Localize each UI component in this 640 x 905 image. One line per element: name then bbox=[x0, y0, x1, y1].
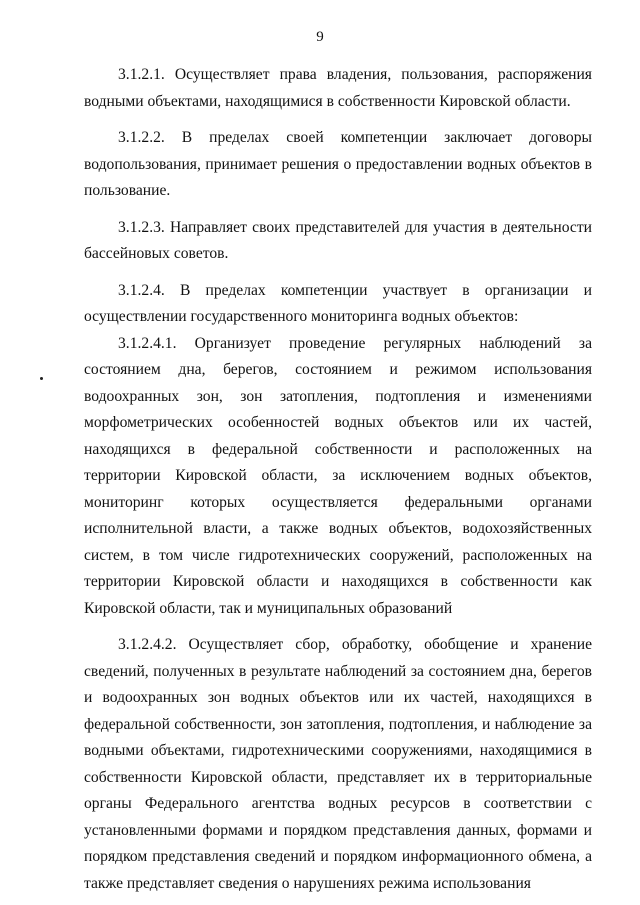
document-body bbox=[84, 62, 592, 897]
paragraph-3-1-2-3: 3.1.2.3. Направляет своих представителей для участия в деятельности бассейновых советов. bbox=[84, 218, 592, 262]
paragraph-3-1-2-4: 3.1.2.4. В пределах компетенции участвует в организации и осуществлении государственного мониторинга водных объектов: bbox=[84, 281, 592, 325]
scan-mark bbox=[40, 377, 43, 380]
paragraph-3-1-2-2: 3.1.2.2. В пределах своей компетенции заключает договоры водопользования, принимает решения о предоставлении водных объектов в пользование. bbox=[84, 129, 592, 199]
paragraph-3-1-2-4-1: 3.1.2.4.1. Организует проведение регулярных наблюдений за состоянием дна, берегов, состоянием и режимом использования водоохранных зон, зон затопления, подтопления и изменениями морфометрических особенностей водных объектов или их частей, находящихся в федеральной собственности и расположенных на территории Кировской области, за исключением водных объектов, мониторинг которых осуществляется федеральными органами исполнительной власти, а также водных объектов, водохозяйственных систем, в том числе гидротехнических сооружений, расположенных на территории Кировской области и находящихся в собственности как Кировской области, так и муниципальных образований bbox=[84, 334, 592, 617]
page-number: 9 bbox=[316, 29, 324, 45]
paragraph-3-1-2-4-2: 3.1.2.4.2. Осуществляет сбор, обработку, обобщение и хранение сведений, полученных в результате наблюдений за состоянием дна, берегов и водоохранных зон водных объектов или их частей, находящихся в федеральной собственности, зон затопления, подтопления, и наблюдение за водными объектами, гидротехническими сооружениями, находящимися в собственности Кировской области, представляет их в территориальные органы Федерального агентства водных ресурсов в соответствии с установленными формами и порядком представления данных, формами и порядком представления сведений и порядком информационного обмена, а также представляет сведения о нарушениях режима использования bbox=[84, 636, 592, 892]
paragraph-3-1-2-1: 3.1.2.1. Осуществляет права владения, пользования, распоряжения водными объектами, находящимися в собственности Кировской области. bbox=[84, 66, 592, 110]
